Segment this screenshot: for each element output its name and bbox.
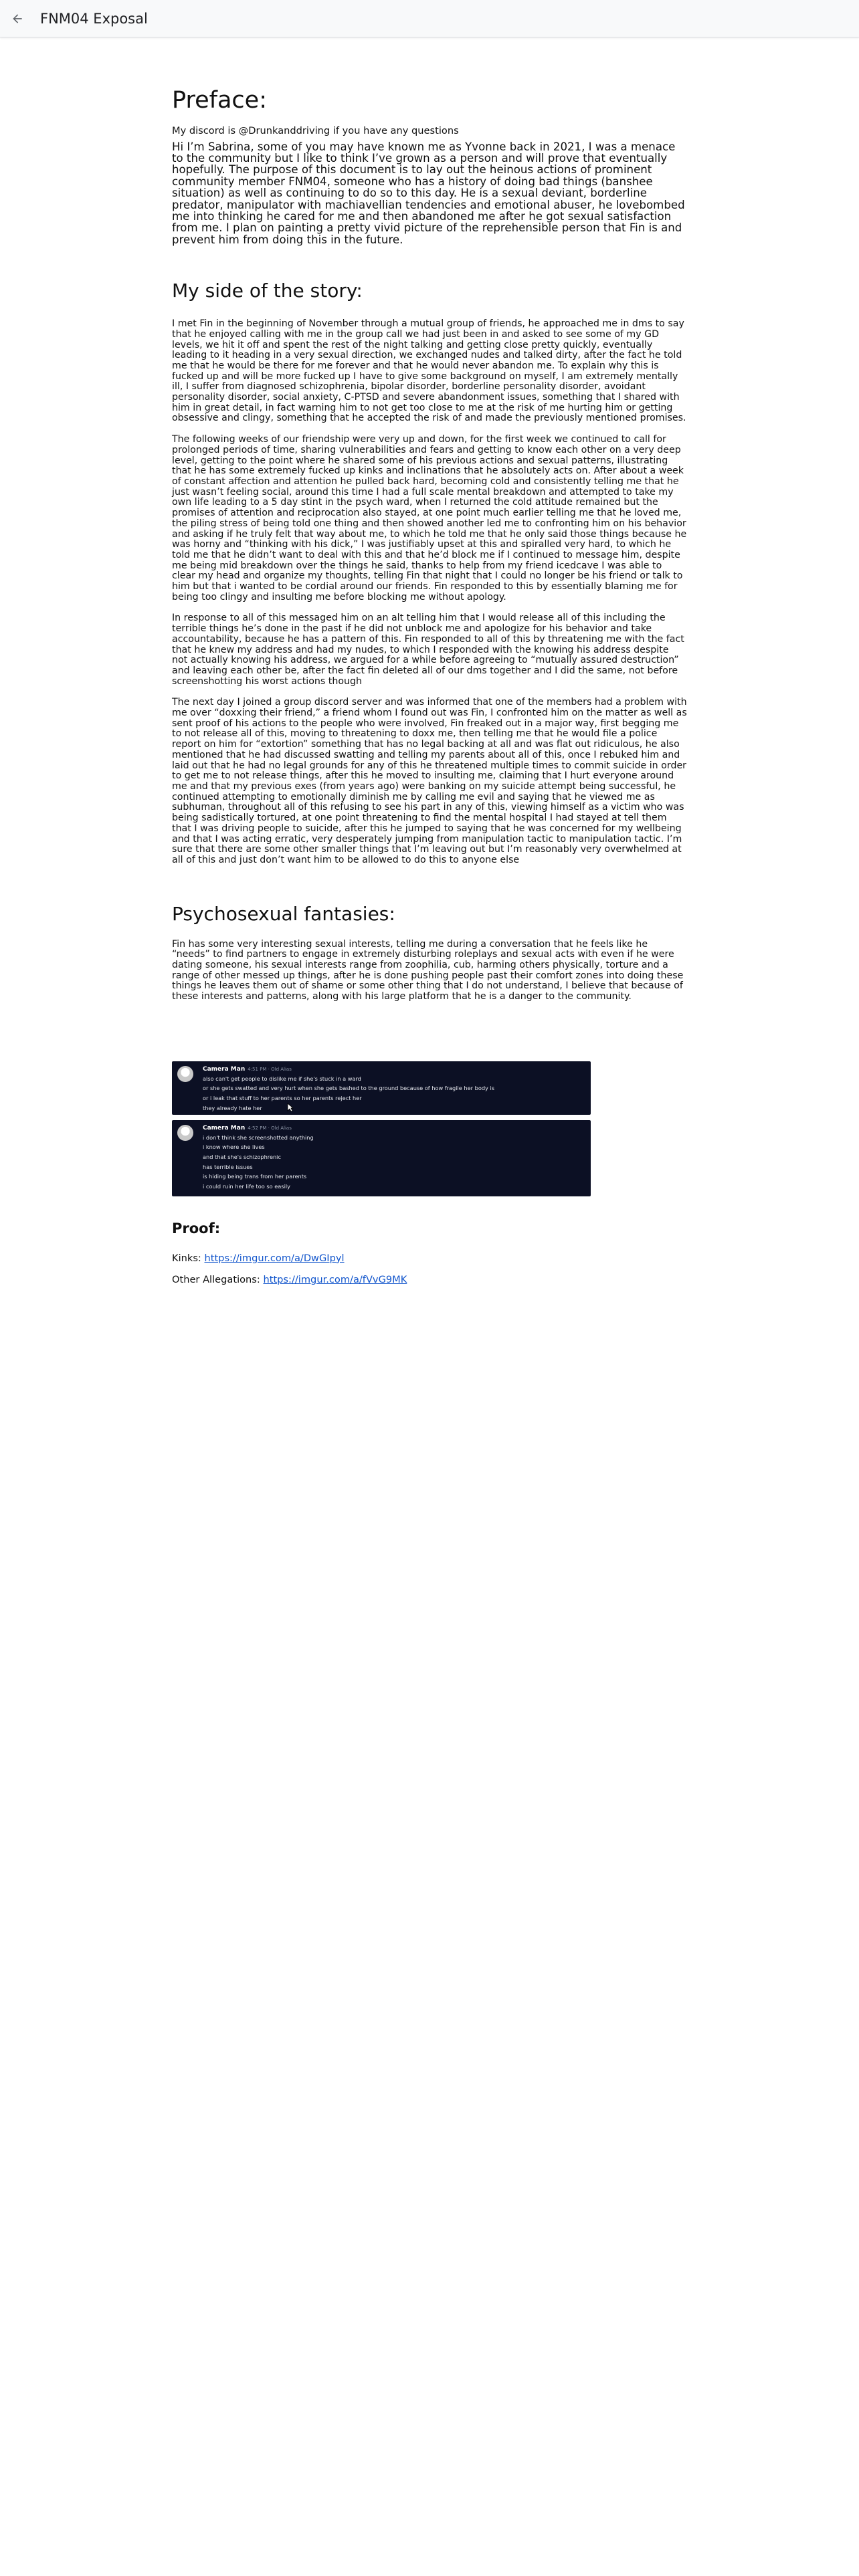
contact-line: My discord is @Drunkanddriving if you have any questions (172, 125, 459, 136)
story-paragraph-4: The next day I joined a group discord server and was informed that one of the members had a problem with me over “doxxing their friend,” a friend whom I found out was Fin, I confronted him on the matter as well as sent proof of his actions to the people who were involved, Fin freaked out in a major way, first begging me to not release all of this, moving to threatening to doxx me, then telling me that he would file a police report on him for “extortion” something that has no legal backing at all and was flat out ridiculous, he also mentioned that he had discussed swatting and telling my parents about all of this, once I rebuked him and laid out that he had no legal grounds for any of this he threatened multiple times to commit suicide in order to get me to not release things, after this he moved to insulting me, claiming that I hurt everyone around me and that my previous exes (from years ago) were banking on my suicide attempt being successful, he continued attempting to emotionally diminish me by calling me evil and saying that he viewed me as subhuman, throughout all of this refusing to see his part in any of this, viewing himself as a victim who was being sadistically tortured, at one point threatening to find the mental hospital I had stayed at tell them that I was driving people to suicide, after this he jumped to saying that he was concerned for my wellbeing and that I was acting erratic, very desperately jumping from manipulation tactic to manipulation tactic. I’m sure that there are some other smaller things that I’m leaving out but I’m reasonably very overwhelmed at all of this and just don’t want him to be allowed to do this to anyone else (172, 697, 687, 865)
preface-heading: Preface: (172, 87, 267, 114)
story-paragraph-1: I met Fin in the beginning of November through a mutual group of friends, he approached me in dms to say that he enjoyed calling with me in the group call we had just been in and asked to see some of my GD levels, we hit it off and spent the rest of the night talking and getting close pretty quickly, eventually leading to it heading in a very sexual direction, we exchanged nudes and talked dirty, after the fact he told me that he would be there for me forever and that he would never abandon me. To explain why this is fucked up and will be more fucked up I have to give some background on myself, I am extremely mentally ill, I suffer from diagnosed schizophrenia, bipolar disorder, borderline personality disorder, avoidant personality disorder, social anxiety, C-PTSD and severe abandonment issues, something that I shared with him in great detail, in fact warning him to not get too close to me at the risk of me hurting him or getting obsessive and clingy, something that he accepted the risk of and made the previously mentioned promises. (172, 318, 686, 424)
chat-message: i don't think she screenshotted anything (203, 1134, 314, 1141)
top-app-bar (0, 0, 859, 37)
back-button[interactable] (9, 11, 25, 27)
chat-message: or she gets swatted and very hurt when she gets bashed to the ground because of how fragile her body is (203, 1085, 495, 1092)
proof-heading: Proof: (172, 1220, 221, 1237)
chat-message: i could ruin her life too so easily (203, 1182, 290, 1190)
chat-screenshot-2 (172, 1120, 591, 1196)
default-avatar-icon (177, 1066, 193, 1082)
story-heading: My side of the story: (172, 280, 363, 302)
chat-screenshot-1 (172, 1061, 591, 1115)
kinks-proof-link[interactable]: https://imgur.com/a/DwGIpyl (204, 1252, 345, 1264)
chat-message: also can't get people to dislike me if she's stuck in a ward (203, 1075, 361, 1082)
chat-message: and that she's schizophrenic (203, 1154, 281, 1161)
other-allegations-line (172, 1274, 687, 1286)
chat-message: is hiding being trans from her parents (203, 1173, 307, 1180)
other-allegations-label: Other Allegations: (172, 1273, 264, 1285)
kinks-proof-line (172, 1253, 687, 1265)
preface-intro: Hi I’m Sabrina, some of you may have known me as Yvonne back in 2021, I was a menace to the community but I like to think I’ve grown as a person and will prove that eventually hopefully. The purpose of this document is to lay out the heinous actions of prominent community member FNM04, someone who has a history of doing bad things (banshee situation) as well as continuing to do so to this day. He is a sexual deviant, borderline predator, manipulator with machiavellian tendencies and emotional abuser, he lovebombed me into thinking he cared for me and then abandoned me after he got sexual satisfaction from me. I plan on painting a pretty vivid picture of the reprehensible person that Fin is and prevent him from doing this in the future. (172, 140, 685, 246)
fantasies-heading: Psychosexual fantasies: (172, 902, 395, 925)
story-paragraph-3: In response to all of this messaged him on an alt telling him that I would release all of this including the terrible things he’s done in the past if he did not unblock me and apologize for his behavior and take accountability, because he has a pattern of this. Fin responded to all of this by threatening me with the fact that he knew my address and had my nudes, to which I responded with the knowing his address despite not actually knowing his address, we argued for a while before agreeing to “mutually assured destruction” and leaving each other be, after the fact fin deleted all of our dms together and I did the same, not before screenshotting his worst actions though (172, 613, 684, 687)
chat-username: Camera Man (203, 1124, 246, 1132)
chat-timestamp: 4:51 PM · Old Alias (248, 1066, 292, 1072)
chat-message: i know where she lives (203, 1144, 265, 1151)
cursor-icon (287, 1103, 294, 1112)
chat-message: or i leak that stuff to her parents so her parents reject her (203, 1095, 362, 1102)
document-title: FNM04 Exposal (40, 10, 148, 27)
other-allegations-link[interactable]: https://imgur.com/a/fVvG9MK (263, 1273, 407, 1285)
chat-timestamp: 4:52 PM · Old Alias (248, 1125, 292, 1131)
kinks-label: Kinks: (172, 1252, 205, 1264)
default-avatar-icon (177, 1125, 193, 1141)
chat-username: Camera Man (203, 1065, 246, 1073)
chat-message: they already hate her (203, 1104, 262, 1111)
fantasies-paragraph: Fin has some very interesting sexual interests, telling me during a conversation that he feels like he “needs” to find partners to engage in extremely disturbing roleplays and sexual acts with even if he were dating someone, his sexual interests range from zoophilia, cub, harming others physically, torture and a range of other messed up things, after he is done pushing people past their comfort zones into doing these things he leaves them out of shame or some other thing that I do not understand, I believe that because of these interests and patterns, along with his large platform that he is a danger to the community. (172, 938, 684, 1002)
chat-message: has terrible issues (203, 1163, 253, 1170)
arrow-left-icon (11, 12, 24, 25)
story-paragraph-2: The following weeks of our friendship were very up and down, for the first week we continued to call for prolonged periods of time, sharing vulnerabilities and fears and getting to know each other on a very deep level, getting to the point where he shared some of his previous actions and sexual patterns, illustrating that he has some extremely fucked up kinks and inclinations that he absolutely acts on. After about a week of constant affection and attention he pulled back hard, becoming cold and consistently telling me that he just wasn’t feeling social, around this time I had a full scale mental breakdown and attempted to take my own life leading to a 5 day stint in the psych ward, when I returned the cold attitude remained but the promises of attention and reciprocation also stayed, at one point much earlier telling me that he loved me, the piling stress of being told one thing and then showed another led me to confronting him on his behavior and asking if he truly felt that way about me, to which he told me that he only said those things because he was horny and “thinking with his dick,” I was justifiably upset at this and spiralled very hard, to which he told me that he didn’t want to deal with this and that he’d block me if I continued to message him, despite me being mid breakdown over the things he said, thanks to help from my friend icedcave I was able to clear my head and organize my thoughts, telling Fin that night that I could no longer be his friend or talk to him but that i wanted to be cordial around our friends. Fin responded to this by essentially blaming me for being too clingy and insulting me before blocking me without apology. (172, 434, 687, 603)
document-page (172, 37, 687, 1286)
